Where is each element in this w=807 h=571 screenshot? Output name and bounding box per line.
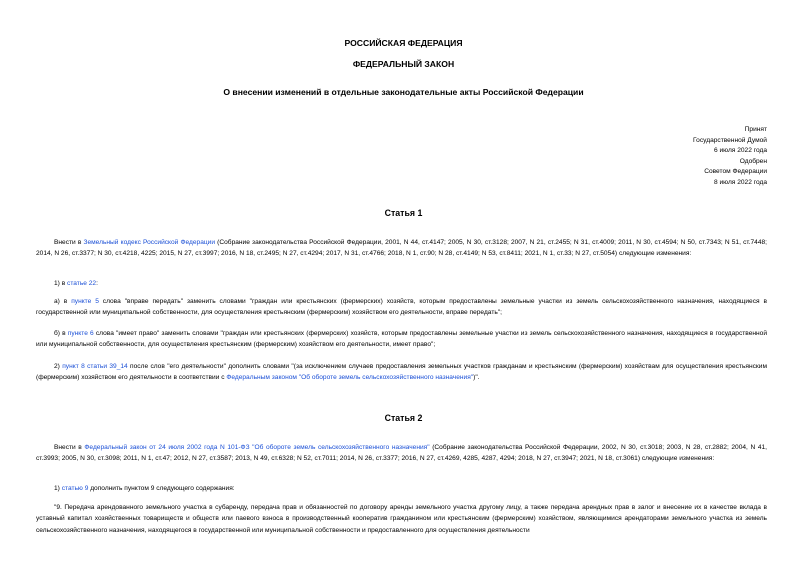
law-title: О внесении изменений в отдельные законодательные акты Российской Федерации (223, 87, 584, 97)
council-date: 8 июля 2022 года (713, 178, 767, 186)
article-1-item-2 (36, 361, 767, 384)
duma-label: Государственной Думой (693, 136, 767, 144)
article-1-item-1 (36, 278, 767, 289)
clause-6-link[interactable]: пункте 6 (67, 330, 94, 337)
intro-text: Внести в (54, 444, 85, 451)
item-text: дополнить пунктом 9 следующего содержания: (88, 485, 235, 492)
article-1-item-b (36, 328, 767, 351)
item-text: )". (473, 374, 480, 382)
duma-date: 6 июля 2022 года (713, 147, 767, 155)
accepted-label: Принят (744, 126, 767, 133)
item-text: б) в (54, 330, 68, 337)
item-text: 1) в (54, 280, 68, 287)
clause-5-link[interactable]: пункте 5 (71, 298, 99, 305)
article-2-item-1 (36, 483, 767, 494)
intro-text: (Собрание законодательства Российской Федерации, 2001, N 44, ст.4147; 2005, N 30, ст.3128; 2007, N 21, ст.2455; N 31, ст.4009; 2011, N 30, ст.4594; N 50, ст.7343; N 51, ст.7448; 2014, N 26, ст.3377; N 30, ст.4218, 4225; 2015, N 27, ст.3997; 2016, N 18, ст.2495; N 27, ст.4294; 2017, N 31, ст.4766; 2018, N 1, ст.90; N 28, ст.4149; N 53, ст.8411; 2021, N 1, ст.33; N 27, ст.5054) следующие изменения: (36, 239, 767, 258)
article-2-heading: Статья 2 (384, 413, 423, 423)
article-22-link[interactable]: статье 22 (67, 280, 97, 287)
article-1-intro (36, 237, 767, 260)
intro-text: Внести в (54, 239, 84, 246)
item-text: слова "вправе передать" заменить словами "граждан или крестьянских (фермерских) хозяйств, которым предоставлены земельные участки из земель сельскохозяйственного назначения, находящиеся в государственной или муниципальной собственности, для осуществления крестьянским (фермерским) хозяйством его деятельности, вправе передать"; (36, 298, 767, 317)
article-2-intro (36, 442, 767, 465)
article-1-heading: Статья 1 (384, 208, 423, 218)
federal-law-101-link[interactable]: Федеральный закон от 24 июля 2002 года N 101-ФЗ "Об обороте земель сельскохозяйственного назначения" (84, 444, 430, 451)
federal-law-turnover-link[interactable]: Федеральным законом "Об обороте земель сельскохозяйственного назначения" (226, 374, 474, 382)
item-text: 1) (54, 485, 62, 492)
item-text: после слов "его деятельности" дополнить словами "(за исключением случаев предоставления земельных участков гражданам и крестьянским (фермерским) хозяйствам для осуществления крестьянским (фермерским) хозяйством его деятельности в соответствии с (36, 363, 767, 382)
item-text: а) в (54, 298, 72, 305)
item-text: 2) (54, 363, 63, 370)
item-text: : (96, 280, 98, 287)
land-code-link[interactable]: Земельный кодекс Российской Федерации (83, 239, 216, 246)
acceptance-block (693, 125, 767, 189)
article-9-link[interactable]: статью 9 (61, 485, 89, 492)
clause-8-article-39-14-link[interactable]: пункт 8 статьи 39_14 (62, 363, 128, 370)
council-label: Советом Федерации (704, 168, 767, 176)
law-type-heading: ФЕДЕРАЛЬНЫЙ ЗАКОН (352, 59, 455, 69)
item-text: слова "имеет право" заменить словами "граждан или крестьянских (фермерских) хозяйств, которым предоставлены земельные участки из земель сельскохозяйственного назначения, находящиеся в государственной или муниципальной собственности, для осуществления крестьянским (фермерским) хозяйством его деятельности, имеет право"; (36, 330, 767, 349)
intro-text: (Собрание законодательства Российской Федерации, 2002, N 30, ст.3018; 2003, N 28, ст.2882; 2004, N 41, ст.3993; 2005, N 30, ст.3098; 2011, N 1, ст.47; 2012, N 27, ст.3587; 2013, N 49, ст.6328; N 52, ст.7011; 2014, N 26, ст.3377; 2016, N 27, ст.4269, 4285, 4287, 4294; 2018, N 27, ст.3947; 2021, N 18, ст.3061) следующие изменения: (36, 444, 768, 463)
article-2-quote: "9. Передача арендованного земельного участка в субаренду, передача прав и обязанностей по договору аренды земельного участка другому лицу, а также передача арендных прав в залог и внесение их в качестве вклада в уставный капитал хозяйственных товариществ и обществ или паевого взноса в производственный кооператив гражданином или крестьянским (фермерским) хозяйством, являющимися арендаторами земельного участка из земель сельскохозяйственного назначения, находящегося в государственной или муниципальной собственности и предоставленного для осуществления деятельности (36, 504, 767, 534)
approved-label: Одобрен (739, 157, 767, 165)
country-heading: РОССИЙСКАЯ ФЕДЕРАЦИЯ (344, 38, 463, 48)
article-1-item-a (36, 296, 767, 319)
